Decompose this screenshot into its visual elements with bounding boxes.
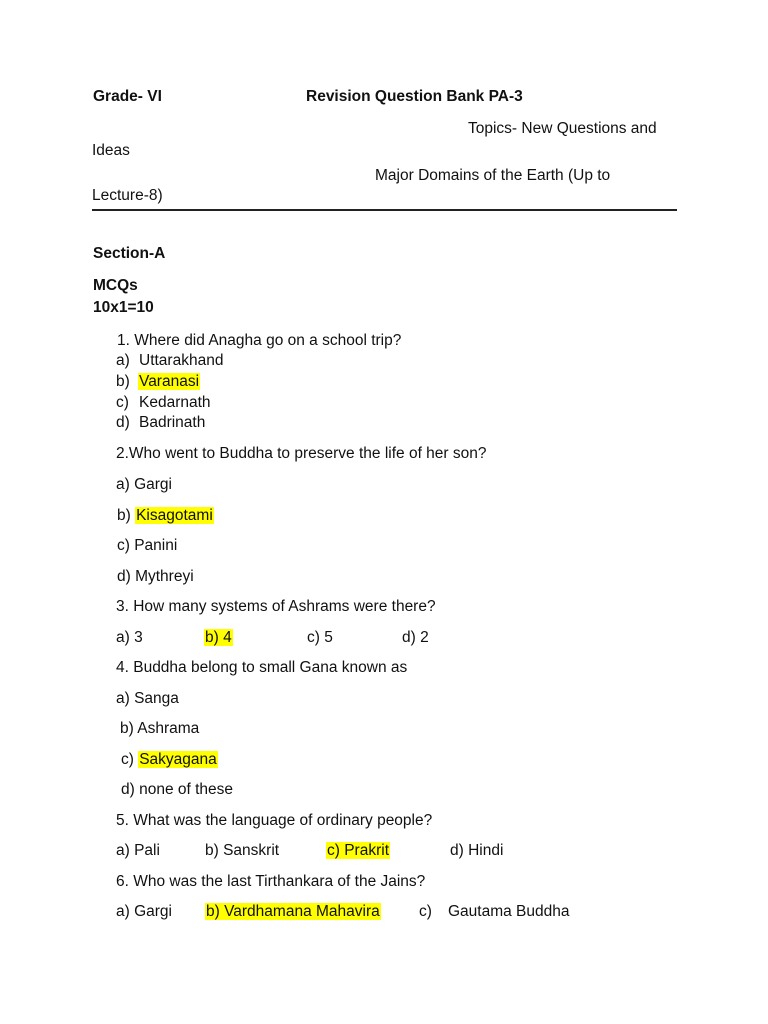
q1-option-b-label: b)	[116, 373, 130, 390]
q2-option-b-answer: Kisagotami	[136, 507, 213, 524]
domains-line-2: Lecture-8)	[92, 187, 163, 204]
q6-option-b-wrap	[205, 902, 381, 922]
question-2: 2.Who went to Buddha to preserve the life of her son?	[116, 445, 487, 462]
q1-option-d: Badrinath	[139, 414, 206, 431]
q4-option-c-wrap	[121, 750, 218, 770]
q4-option-a: a) Sanga	[116, 690, 179, 707]
q4-option-b: b) Ashrama	[120, 720, 200, 737]
q6-option-b-answer: b) Vardhamana Mahavira	[206, 903, 380, 920]
grade-label: Grade- VI	[93, 88, 162, 105]
q2-option-a: a) Gargi	[116, 476, 172, 493]
q1-option-a-label: a)	[116, 352, 130, 369]
q3-option-c: c) 5	[307, 629, 333, 646]
q5-option-b: b) Sanskrit	[205, 842, 280, 859]
q2-option-b-label: b)	[117, 507, 136, 524]
q6-option-a: a) Gargi	[116, 903, 172, 920]
q1-option-b-wrap	[138, 372, 200, 392]
domains-line-1: Major Domains of the Earth (Up to	[375, 167, 611, 184]
q4-option-d: d) none of these	[121, 781, 234, 798]
q2-option-b-wrap	[117, 506, 214, 526]
q2-option-d: d) Mythreyi	[117, 568, 194, 585]
section-title: Section-A	[93, 245, 166, 262]
question-3: 3. How many systems of Ashrams were there?	[116, 598, 436, 615]
question-5: 5. What was the language of ordinary people?	[116, 812, 433, 829]
q3-option-b-wrap	[204, 628, 233, 648]
q3-option-d: d) 2	[402, 629, 429, 646]
q2-option-c: c) Panini	[117, 537, 178, 554]
q6-option-c: Gautama Buddha	[448, 903, 570, 920]
document-title: Revision Question Bank PA-3	[306, 88, 523, 105]
q6-option-c-label: c)	[419, 903, 432, 920]
q1-option-c-label: c)	[116, 394, 129, 411]
q5-option-c-answer: c) Prakrit	[327, 842, 389, 859]
question-1: 1. Where did Anagha go on a school trip?	[117, 332, 402, 349]
q3-option-a: a) 3	[116, 629, 143, 646]
q1-option-c: Kedarnath	[139, 394, 211, 411]
q4-option-c-label: c)	[121, 751, 139, 768]
section-subtitle: MCQs	[93, 277, 138, 294]
topics-line-2: Ideas	[92, 142, 130, 159]
header-divider	[92, 209, 677, 211]
topics-line-1: Topics- New Questions and	[468, 120, 657, 137]
question-6: 6. Who was the last Tirthankara of the Jains?	[116, 873, 426, 890]
section-marks: 10x1=10	[93, 299, 154, 316]
q1-option-a: Uttarakhand	[139, 352, 224, 369]
q3-option-b-answer: b) 4	[205, 629, 232, 646]
q5-option-d: d) Hindi	[450, 842, 504, 859]
q1-option-b-answer: Varanasi	[139, 373, 200, 390]
q4-option-c-answer: Sakyagana	[139, 751, 217, 768]
q1-option-d-label: d)	[116, 414, 130, 431]
q5-option-a: a) Pali	[116, 842, 160, 859]
question-4: 4. Buddha belong to small Gana known as	[116, 659, 408, 676]
q5-option-c-wrap	[326, 841, 390, 861]
